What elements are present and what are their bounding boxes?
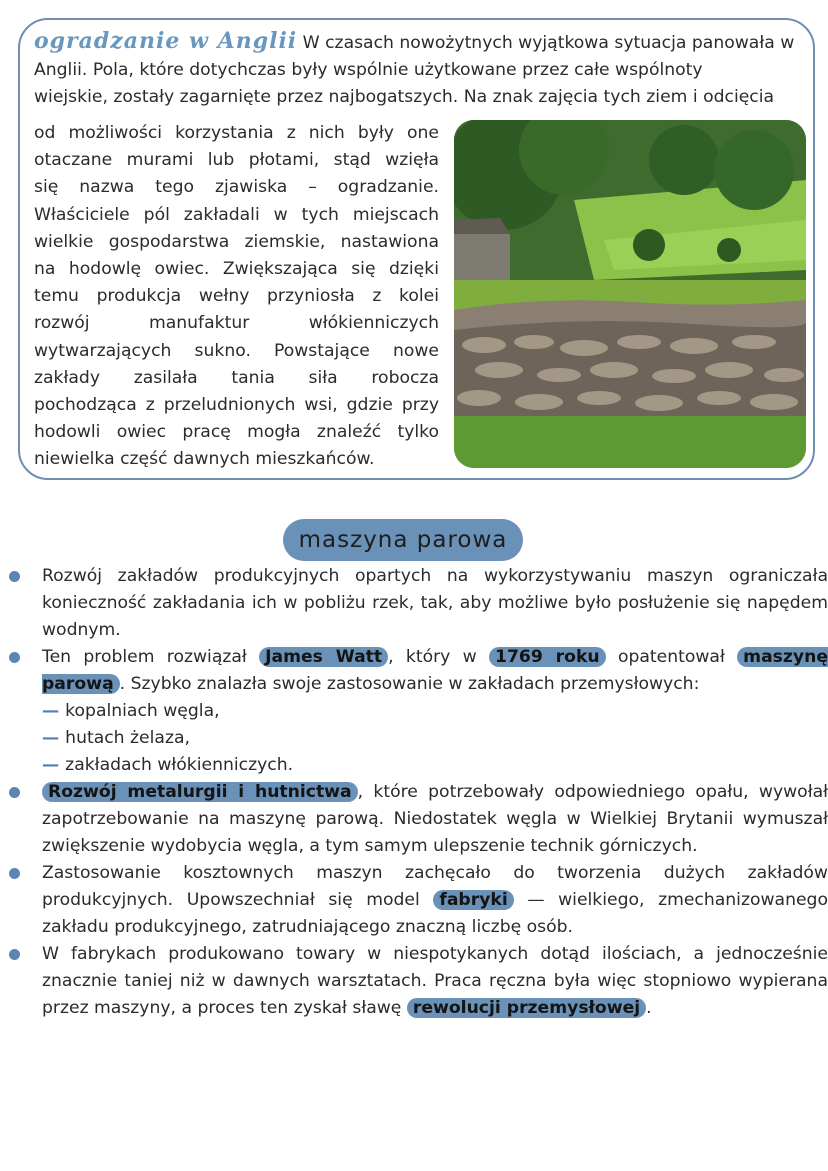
sub-item-text: kopalniach węgla, xyxy=(65,701,220,721)
highlight-year: 1769 roku xyxy=(489,647,606,667)
list-item xyxy=(0,941,828,1022)
bullet-icon xyxy=(9,949,20,960)
enclosure-narrow-line: temu produkcja wełny przyniosła z kolei xyxy=(34,286,439,307)
enclosure-narrow-line: Właściciele pól zakładali w tych miejscach xyxy=(34,204,439,225)
enclosure-narrow-line: rozwój manufaktur włókienniczych xyxy=(34,313,439,334)
bullet-icon xyxy=(9,652,20,663)
highlight-industrial-revolution: rewolucji przemysłowej xyxy=(407,998,646,1018)
point-text: . Szybko znalazła swoje zastosowanie w zakładach przemysłowych: xyxy=(119,674,700,694)
enclosure-narrow-line: się nazwa tego zjawiska – ogradzanie. xyxy=(34,177,439,198)
highlight-metallurgy: Rozwój metalurgii i hutnictwa xyxy=(42,782,358,802)
sub-item-text: hutach żelaza, xyxy=(65,728,190,748)
point-text: W fabrykach produkowano towary w niespotykanych dotąd ilościach, a jednocześnie znacznie taniej niż w dawnych warsztatach. Praca ręczna była więc stopniowo wypierana przez maszyny, a proces ten zyskał sławę xyxy=(42,944,828,1018)
enclosure-paragraph-top xyxy=(34,28,806,112)
dash-icon: — xyxy=(42,701,66,721)
bullet-icon xyxy=(9,868,20,879)
point-text: Ten problem rozwiązał xyxy=(42,647,247,667)
bullet-icon xyxy=(9,571,20,582)
point-text: . xyxy=(646,998,652,1018)
point-text: , które potrzebowały odpowiedniego opału, wywołał zapotrzebowanie na maszynę parową. Niedostatek węgla w Wielkiej Brytanii wymuszał zwiększenie wydobycia węgla, a tym samym ulepszenie technik górniczych. xyxy=(42,782,828,856)
enclosure-narrow-line: pochodząca z przeludnionych wsi, gdzie przy xyxy=(34,395,439,416)
stone-wall-illustration xyxy=(454,120,806,468)
sub-list-item xyxy=(42,752,828,779)
point-text: Rozwój zakładów produkcyjnych opartych na wykorzystywaniu maszyn ograniczała konieczność zakładania ich w pobliżu rzek, tak, aby możliwe było posłużenie się napędem wodnym. xyxy=(42,566,828,640)
enclosure-narrow-line: niewielka część dawnych mieszkańców. xyxy=(34,449,375,470)
sub-item-text: zakładach włókienniczych. xyxy=(65,755,294,775)
point-text: opatentował xyxy=(617,647,725,667)
enclosure-narrow-line: zakłady zasilała tania siła robocza xyxy=(34,367,439,388)
enclosure-line-3: wiejskie, zostały zagarnięte przez najbogatszych. Na znak zajęcia tych ziem i odcięcia xyxy=(34,87,775,108)
steam-engine-points xyxy=(0,563,828,1022)
enclosure-narrow-line: na hodowlę owiec. Zwiększająca się dzięki xyxy=(34,259,439,280)
point-text: , który w xyxy=(388,647,477,667)
list-item xyxy=(0,779,828,860)
list-item xyxy=(0,860,828,941)
enclosure-paragraph-narrow xyxy=(34,120,439,474)
section-title-steam-engine: maszyna parowa xyxy=(283,519,523,561)
point-text: — wielkiego, zmechanizowanego zakładu produkcyjnego, zatrudniającego znaczną liczbę osób. xyxy=(42,890,828,937)
list-item xyxy=(0,563,828,644)
enclosure-lead-title: ogradzanie w Anglii xyxy=(34,28,298,54)
enclosure-narrow-line: otaczane murami lub płotami, stąd wzięła xyxy=(34,150,439,171)
sub-list-item xyxy=(42,725,828,752)
enclosure-narrow-line: wielkie gospodarstwa ziemskie, nastawiona xyxy=(34,231,439,252)
industry-sublist xyxy=(42,698,828,779)
enclosure-narrow-line: hodowli owiec pracę mogła znaleźć tylko xyxy=(34,422,439,443)
list-item xyxy=(0,644,828,779)
highlight-factory: fabryki xyxy=(433,890,513,910)
enclosure-narrow-line: wytwarzających sukno. Powstające nowe xyxy=(34,340,439,361)
enclosure-line-2: Anglii. Pola, które dotychczas były wspólnie użytkowane przez całe wspólnoty xyxy=(34,60,703,81)
stone-wall-photo xyxy=(454,120,806,468)
enclosure-line-1: W czasach nowożytnych wyjątkowa sytuacja panowała w xyxy=(302,33,795,53)
dash-icon: — xyxy=(42,755,66,775)
highlight-steam-engine: maszynę parową xyxy=(42,647,828,694)
point-text: Zastosowanie kosztownych maszyn zachęcało do tworzenia dużych zakładów produkcyjnych. Upowszechniał się model xyxy=(42,863,828,910)
highlight-james-watt: James Watt xyxy=(259,647,388,667)
dash-icon: — xyxy=(42,728,66,748)
sub-list-item xyxy=(42,698,828,725)
enclosure-narrow-line: od możliwości korzystania z nich były one xyxy=(34,123,439,143)
bullet-icon xyxy=(9,787,20,798)
